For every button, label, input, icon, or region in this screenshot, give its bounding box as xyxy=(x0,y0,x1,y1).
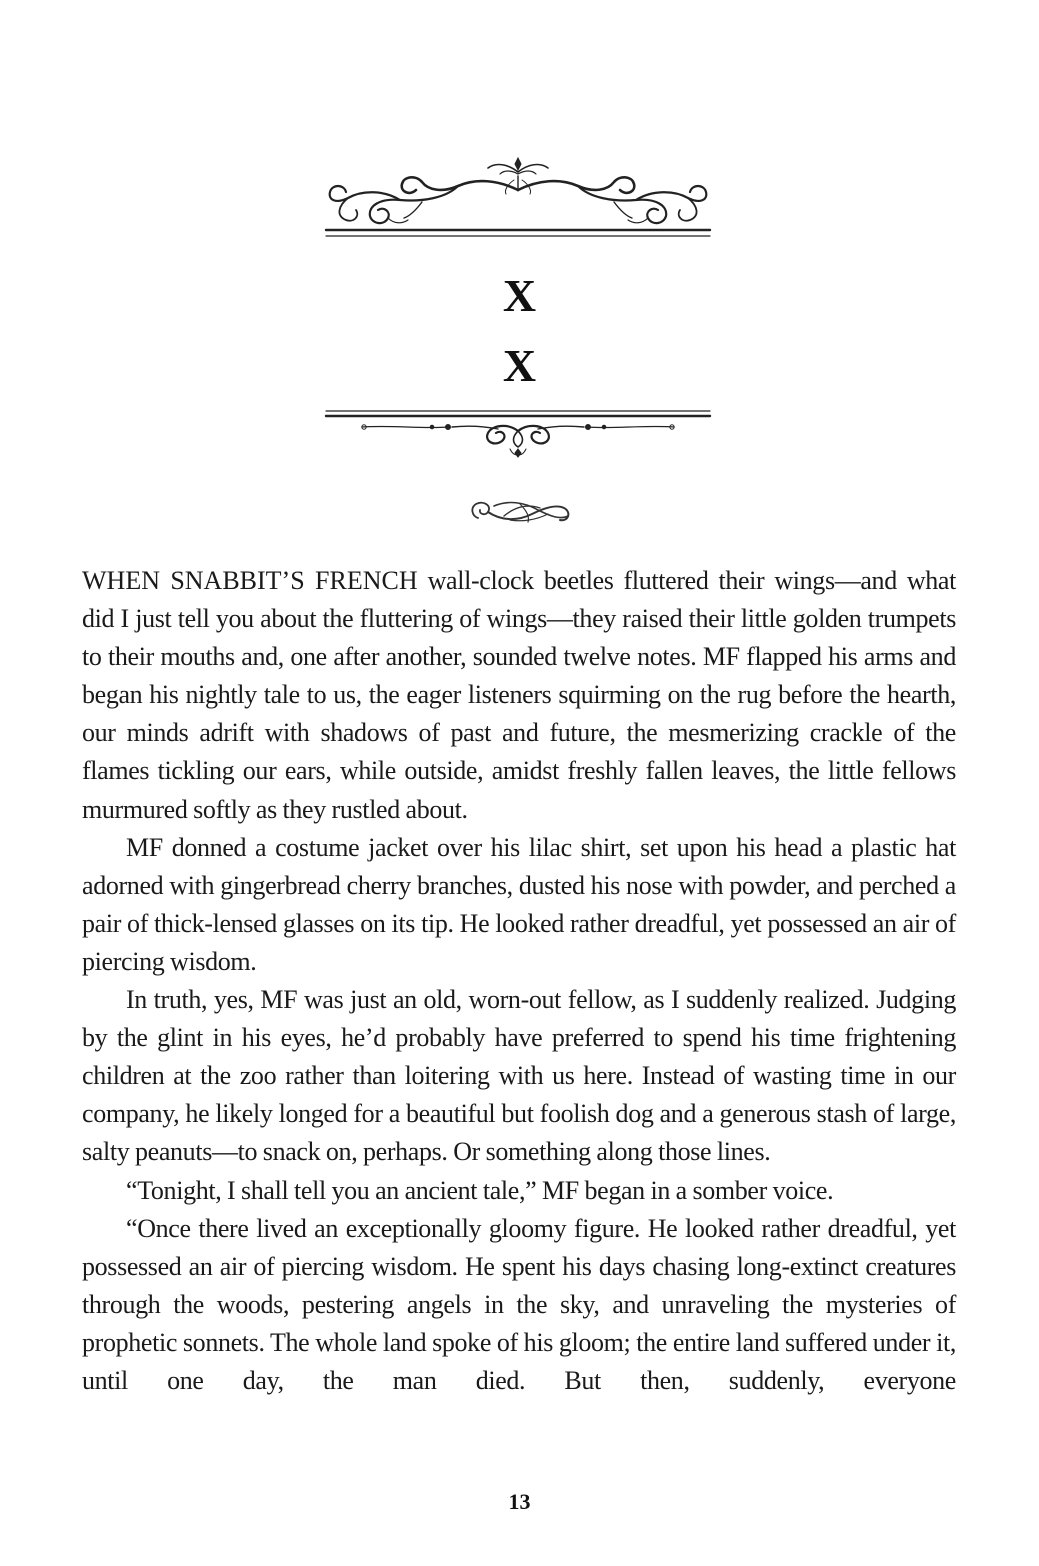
ornament-swirl-flourish xyxy=(464,494,574,530)
paragraph-1 xyxy=(82,562,956,829)
paragraph-5: “Once there lived an exceptionally gloomy figure. He looked rather dreadful, yet possessed an air of piercing wisdom. He spent his days chasing long-extinct creatures through the woods, pestering angels in the sky, and unraveling the mysteries of prophetic sonnets. The whole land spoke of his gloom; the entire land suffered under it, until one day, the man died. But then, suddenly, everyone xyxy=(82,1213,956,1395)
chapter-numeral-bottom: X xyxy=(502,340,537,391)
body-text xyxy=(82,562,956,1400)
paragraph-4: “Tonight, I shall tell you an ancient tale,” MF began in a somber voice. xyxy=(126,1175,834,1205)
paragraph-1-opening: WHEN SNABBIT’S FRENCH xyxy=(82,566,418,595)
ornament-top-flourish xyxy=(318,150,718,242)
page-number: 13 xyxy=(508,1489,531,1514)
paragraph-1-text: wall-clock beetles fluttered their wings—and what did I just tell you about the fluttering of wings—they raised their little golden trumpets to their mouths and, one after another, sounded twelve notes. MF flapped his arms and began his nightly tale to us, the eager listeners squirming on the rug before the hearth, our minds adrift with shadows of past and future, the mesmerizing crackle of the flames tickling our ears, while outside, amidst freshly fallen leaves, the little fellows murmured softly as they rustled about. xyxy=(82,566,956,824)
ornament-bottom-flourish xyxy=(322,405,714,463)
chapter-numeral-top: X xyxy=(502,270,537,321)
paragraph-2: MF donned a costume jacket over his lilac shirt, set upon his head a plastic hat adorned with gingerbread cherry branches, dusted his nose with powder, and perched a pair of thick-lensed glasses on its tip. He looked rather dreadful, yet possessed an air of piercing wisdom. xyxy=(82,832,956,976)
paragraph-3: In truth, yes, MF was just an old, worn-out fellow, as I suddenly realized. Judging by the glint in his eyes, he’d probably have preferred to spend his time frightening children at the zoo rather than loitering with us here. Instead of wasting time in our company, he likely longed for a beautiful but foolish dog and a generous stash of large, salty peanuts—to snack on, perhaps. Or something along those lines. xyxy=(82,985,956,1167)
